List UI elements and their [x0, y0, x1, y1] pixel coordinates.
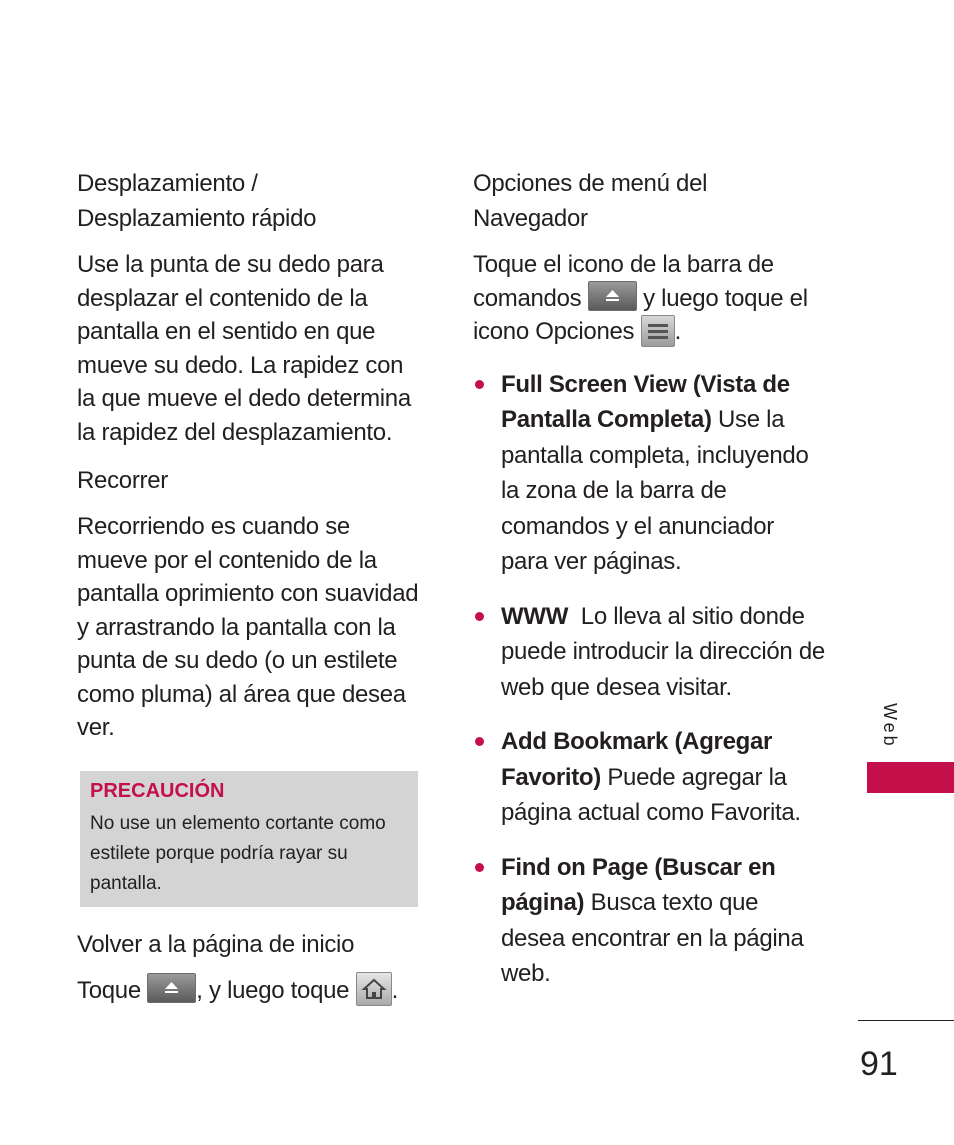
bullet-dot	[475, 737, 484, 746]
options-menu-icon	[641, 315, 675, 347]
menu-heading: Opciones de menú del Navegador	[473, 170, 708, 232]
page-number-rule	[858, 1020, 954, 1021]
section-tab-bar	[867, 762, 954, 793]
list-item	[473, 367, 825, 580]
item-desc: Use la pantalla completa, incluyendo la zona de la barra de comandos y el anunciador para ver páginas.	[501, 406, 809, 576]
pan-text: Recorriendo es cuando se mueve por el contenido de la pantalla oprimiento con suavidad y arrastrando la pantalla con la punta de su dedo (o un estilete como pluma) al área que desea ver.	[77, 513, 419, 741]
menu-text-3: .	[674, 318, 681, 345]
eject-icon	[147, 973, 196, 1003]
menu-instruction	[473, 248, 825, 349]
scroll-heading: Desplazamiento / Desplazamiento rápido	[77, 170, 317, 232]
list-item	[473, 850, 825, 992]
home-heading: Volver a la página de inicio	[77, 930, 355, 958]
menu-options-list	[473, 367, 832, 992]
right-column	[473, 166, 832, 1011]
item-desc: Puede agregar la página actual como Favorita.	[501, 763, 801, 827]
page-number: 91	[860, 1045, 898, 1083]
bullet-dot	[475, 612, 484, 621]
list-item	[473, 599, 832, 706]
scroll-text: Use la punta de su dedo para desplazar el contenido de la pantalla en el sentido en que mueve su dedo. La rapidez con la que mueve el dedo determina la rapidez del desplazamiento.	[77, 251, 411, 446]
menu-text-1: Toque el icono de la barra de comandos	[473, 251, 774, 312]
item-term: Full Screen View (Vista de Pantalla Completa)	[501, 370, 790, 434]
caution-box	[80, 771, 418, 907]
item-desc: Busca texto que desea encontrar en la página web.	[501, 889, 804, 988]
eject-icon	[588, 281, 637, 311]
left-column	[77, 166, 422, 1018]
caution-title: PRECAUCIÓN	[90, 779, 225, 802]
item-term: WWW	[501, 602, 569, 630]
item-term: Find on Page (Buscar en página)	[501, 853, 776, 917]
home-instruction	[77, 974, 422, 1009]
menu-text-2: y luego toque el icono Opciones	[473, 284, 808, 345]
home-icon	[356, 972, 392, 1006]
item-term: Add Bookmark (Agregar Favorito)	[501, 728, 773, 791]
bullet-dot	[475, 863, 484, 872]
list-item	[473, 724, 825, 831]
home-text-3: .	[391, 976, 398, 1004]
home-text-2: , y luego toque	[196, 976, 350, 1004]
pan-heading: Recorrer	[77, 467, 168, 494]
item-desc: Lo lleva al sitio donde puede introducir la dirección de web que desea visitar.	[501, 602, 832, 701]
bullet-dot	[475, 380, 484, 389]
caution-text: No use un elemento cortante como estilete porque podría rayar su pantalla.	[90, 812, 386, 894]
home-text-1: Toque	[77, 976, 141, 1004]
section-tab-label: Web	[880, 703, 900, 749]
